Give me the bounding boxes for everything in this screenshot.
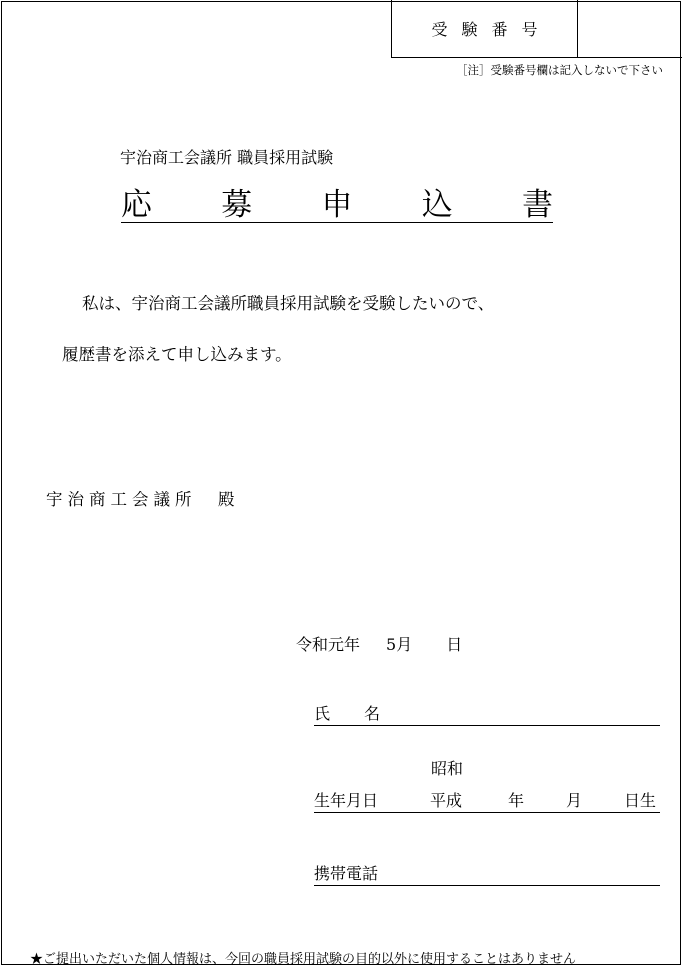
date-era-year: 令和元年 xyxy=(296,635,361,654)
exam-number-label: 受験番号 xyxy=(392,0,578,57)
mobile-phone-field[interactable] xyxy=(314,863,660,886)
birth-era-showa: 昭和 xyxy=(431,759,464,778)
birth-era-heisei: 平成 xyxy=(430,791,463,810)
name-label-part1: 氏 xyxy=(314,704,331,723)
form-title xyxy=(121,186,553,223)
privacy-footnote: ★ご提出いただいた個人情報は、今回の職員採用試験の目的以外に使用することはありません xyxy=(30,952,577,967)
title-char: 込 xyxy=(421,187,453,223)
addressee: 宇治商工会議所 殿 xyxy=(46,490,240,509)
date-month: 5月 xyxy=(386,635,413,654)
birthdate-field[interactable] xyxy=(314,790,660,813)
title-char: 申 xyxy=(321,187,353,223)
exam-number-box xyxy=(391,0,682,58)
exam-number-field[interactable] xyxy=(578,0,682,57)
date-day: 日 xyxy=(446,635,463,654)
birth-day-unit: 日生 xyxy=(624,791,657,810)
body-text-line-2: 履歴書を添えて申し込みます。 xyxy=(62,345,292,364)
title-char: 応 xyxy=(121,187,152,223)
form-frame xyxy=(1,1,681,965)
birth-year-unit: 年 xyxy=(508,791,525,810)
form-subtitle: 宇治商工会議所 職員採用試験 xyxy=(120,148,334,167)
application-date xyxy=(296,632,462,655)
title-char: 書 xyxy=(522,187,553,223)
birth-month-unit: 月 xyxy=(566,791,583,810)
title-char: 募 xyxy=(221,187,253,223)
name-label-part2: 名 xyxy=(364,704,381,723)
body-text-line-1: 私は、宇治商工会議所職員採用試験を受験したいので、 xyxy=(82,294,495,313)
exam-number-note: ［注］受験番号欄は記入しないで下さい xyxy=(456,63,663,77)
name-field[interactable] xyxy=(314,703,660,726)
birthdate-label: 生年月日 xyxy=(314,791,379,810)
mobile-phone-label: 携帯電話 xyxy=(314,864,379,883)
